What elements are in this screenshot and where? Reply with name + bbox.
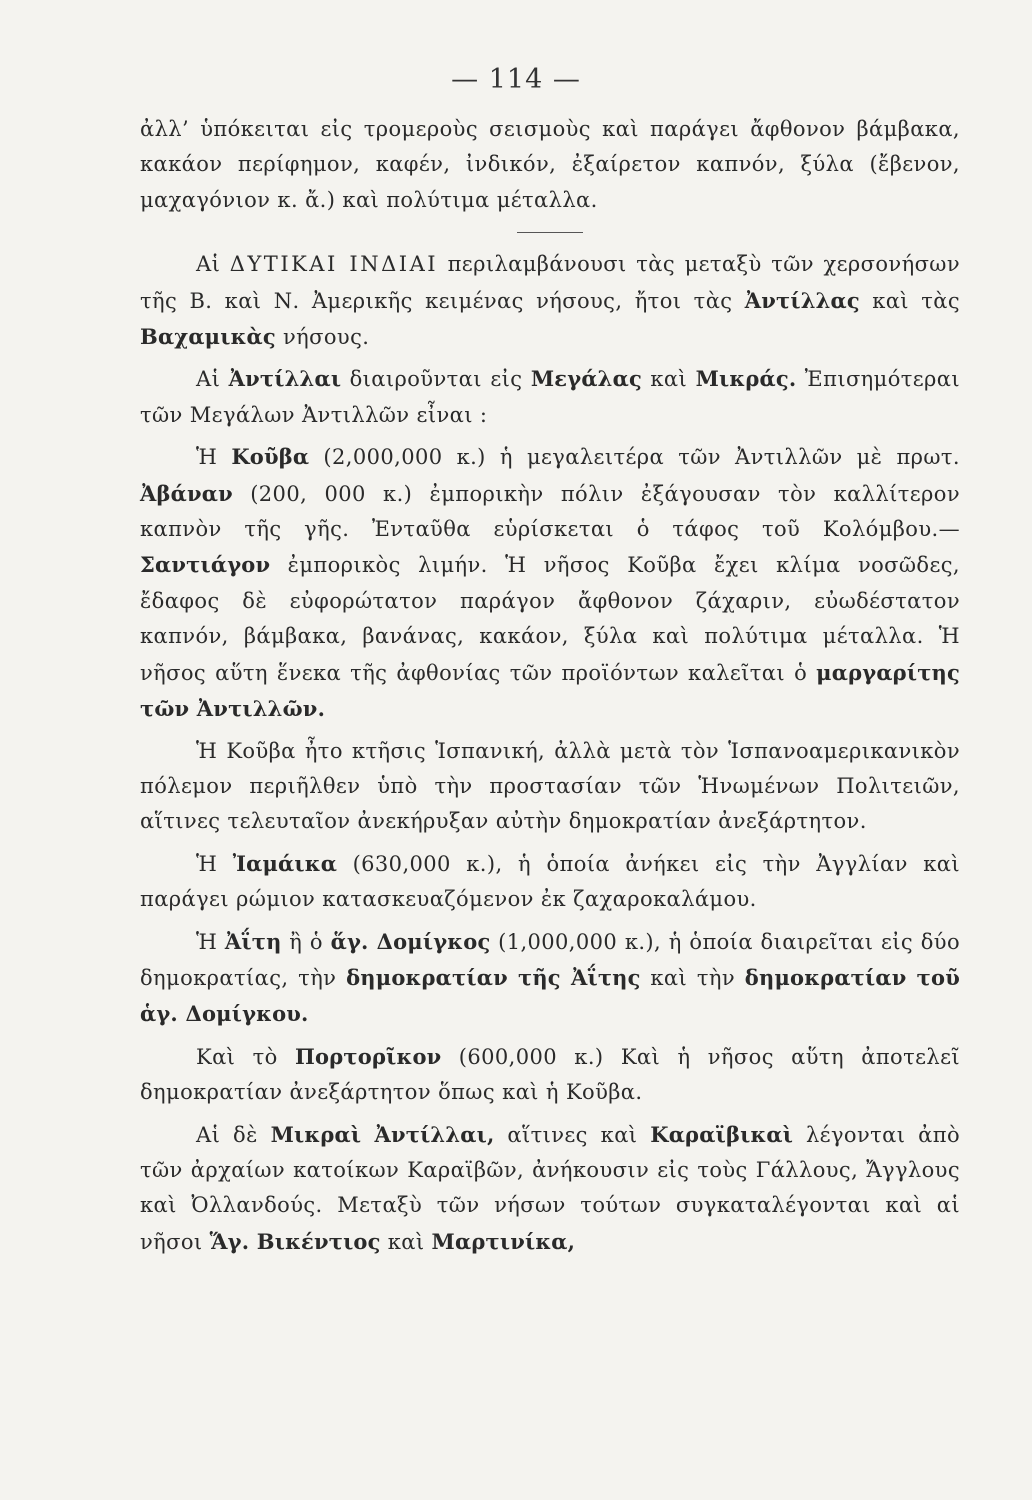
text-run: Αἱ δὲ	[196, 1122, 271, 1147]
text-run: Καὶ τὸ	[196, 1044, 296, 1069]
text-run: (600,000 κ.) Καὶ ἡ νῆσος αὕτη ἀποτελεῖ δημοκρατίαν ἀνεξάρτητον ὅπως καὶ ἡ Κοῦβα.	[140, 1044, 961, 1105]
text-run: Ἡ Κοῦβα ἦτο κτῆσις Ἱσπανική, ἀλλὰ μετὰ τὸν Ἱσπανοαμερικανικὸν πόλεμον περιῆλθεν ὑπὸ τὴν προστασίαν τῶν Ἡνωμένων Πολιτειῶν, αἵτινες τελευταῖον ἀνεκήρυξαν αὐτὴν δημοκρατίαν ἀνεξάρτητον.	[140, 738, 960, 834]
text-run: Ἡ	[196, 445, 232, 470]
text-run: (1,000,000 κ.), ἡ ὁποία διαιρεῖται εἰς δύο δημοκρατίας, τὴν	[140, 929, 960, 990]
text-run: (630,000 κ.), ἡ ὁποία ἀνήκει εἰς τὴν Ἀγγλίαν καὶ παράγει ρώμιον κατασκευαζόμενον ἐκ ζαχαροκαλάμου.	[140, 851, 961, 912]
bold-term: Ἀΐτη	[224, 928, 282, 954]
text-run: νήσους.	[275, 325, 370, 350]
text-run: Αἱ	[196, 252, 230, 277]
bold-term: Ἀβάναν	[140, 480, 233, 506]
text-run: (200, 000 κ.) ἐμπορικὴν πόλιν ἐξάγουσαν τὸν καλλίτερον καπνὸν τῆς γῆς. Ἐνταῦθα εὑρίσκεται ὁ τάφος τοῦ Κολόμβου.—	[140, 481, 960, 542]
bold-term: δημοκρατίαν τῆς Ἀΐτης	[346, 964, 641, 990]
bold-term: Ἅγ. Βικέντιος	[209, 1228, 381, 1254]
paragraph-p1	[140, 112, 960, 218]
bold-term: Μικράς.	[695, 366, 797, 392]
bold-term: Ἀντίλλας	[744, 287, 860, 313]
text-run: Ἡ	[196, 851, 233, 876]
paragraph-p6	[140, 846, 960, 918]
text-run: καὶ	[641, 367, 696, 392]
page-number: — 114 —	[451, 64, 581, 95]
text-run: ΔΥΤΙΚΑΙ ΙΝΔΙΑΙ	[229, 252, 439, 277]
bold-term: Κοῦβα	[231, 444, 310, 470]
bold-term: Ἰαμάικα	[232, 850, 338, 876]
text-run: Ἡ	[196, 929, 225, 954]
body-text	[140, 112, 960, 1260]
text-run: καὶ	[380, 1229, 432, 1254]
bold-term: Μεγάλας	[530, 366, 642, 392]
paragraph-p5	[140, 734, 960, 840]
text-run: ἢ ὁ	[281, 929, 331, 954]
bold-term: Βαχαμικὰς	[140, 324, 276, 350]
text-run: λέγονται ἀπὸ τῶν ἀρχαίων κατοίκων Καραϊβῶν, ἀνήκουσιν εἰς τοὺς Γάλλους, Ἄγγλους καὶ Ὀλλανδούς. Μεταξὺ τῶν νήσων τούτων συγκαταλέγονται καὶ αἱ νῆσοι	[140, 1122, 960, 1254]
bold-term: Πορτορῖκον	[295, 1043, 442, 1069]
paragraph-p9	[140, 1117, 960, 1261]
paragraph-p8	[140, 1039, 960, 1111]
text-run: αἵτινες καὶ	[494, 1122, 651, 1147]
text-run: καὶ τὰς	[859, 288, 960, 313]
text-run: περιλαμβάνουσι τὰς μεταξὺ τῶν χερσονήσων τῆς Β. καὶ Ν. Ἀμερικῆς κειμένας νήσους, ἤτοι τὰς	[140, 252, 960, 313]
bold-term: δημοκρατίαν τοῦ ἁγ. Δομίγκου.	[140, 964, 960, 1027]
text-run: (2,000,000 κ.) ἡ μεγαλειτέρα τῶν Ἀντιλλῶν μὲ πρωτ.	[309, 445, 961, 470]
paragraph-p3	[140, 361, 960, 433]
text-run: διαιροῦνται εἰς	[341, 367, 531, 392]
paragraph-p4	[140, 439, 960, 727]
text-run: ἀλλ’ ὑπόκειται εἰς τρομεροὺς σεισμοὺς καὶ παράγει ἄφθονον βάμβακα, κακάον περίφημον, καφέν, ἰνδικόν, ἐξαίρετον καπνόν, ξύλα (ἔβενον, μαχαγόνιον κ. ἄ.) καὶ πολύτιμα μέταλλα.	[140, 117, 960, 212]
paragraph-p7	[140, 924, 960, 1033]
bold-term: Μαρτινίκα,	[431, 1228, 576, 1254]
bold-term: Καραϊβικαὶ	[650, 1121, 794, 1147]
paragraph-p2	[140, 247, 960, 355]
text-run: ἐμπορικὸς λιμήν. Ἡ νῆσος Κοῦβα ἔχει κλίμα νοσῶδες, ἔδαφος δὲ εὐφορώτατον παράγον ἄφθονον ζάχαριν, εὐωδέστατον καπνόν, βάμβακα, βανάνας, κακάον, ξύλα καὶ πολύτιμα μέταλλα. Ἡ νῆσος αὕτη ἕνεκα τῆς ἀφθονίας τῶν προϊόντων καλεῖται ὁ	[140, 553, 960, 685]
bold-term: Μικραὶ Ἀντίλλαι,	[270, 1121, 495, 1147]
bold-term: Σαντιάγον	[140, 552, 271, 578]
text-run: καὶ τὴν	[640, 965, 745, 990]
text-run: Αἱ	[196, 367, 229, 392]
bold-term: μαργαρίτης τῶν Ἀντιλλῶν.	[140, 659, 960, 722]
text-run: Ἐπισημότεραι τῶν Μεγάλων Ἀντιλλῶν εἶναι :	[140, 367, 961, 427]
section-divider	[517, 232, 583, 233]
bold-term: Ἀντίλλαι	[228, 366, 342, 392]
bold-term: ἅγ. Δομίγκος	[330, 928, 491, 954]
